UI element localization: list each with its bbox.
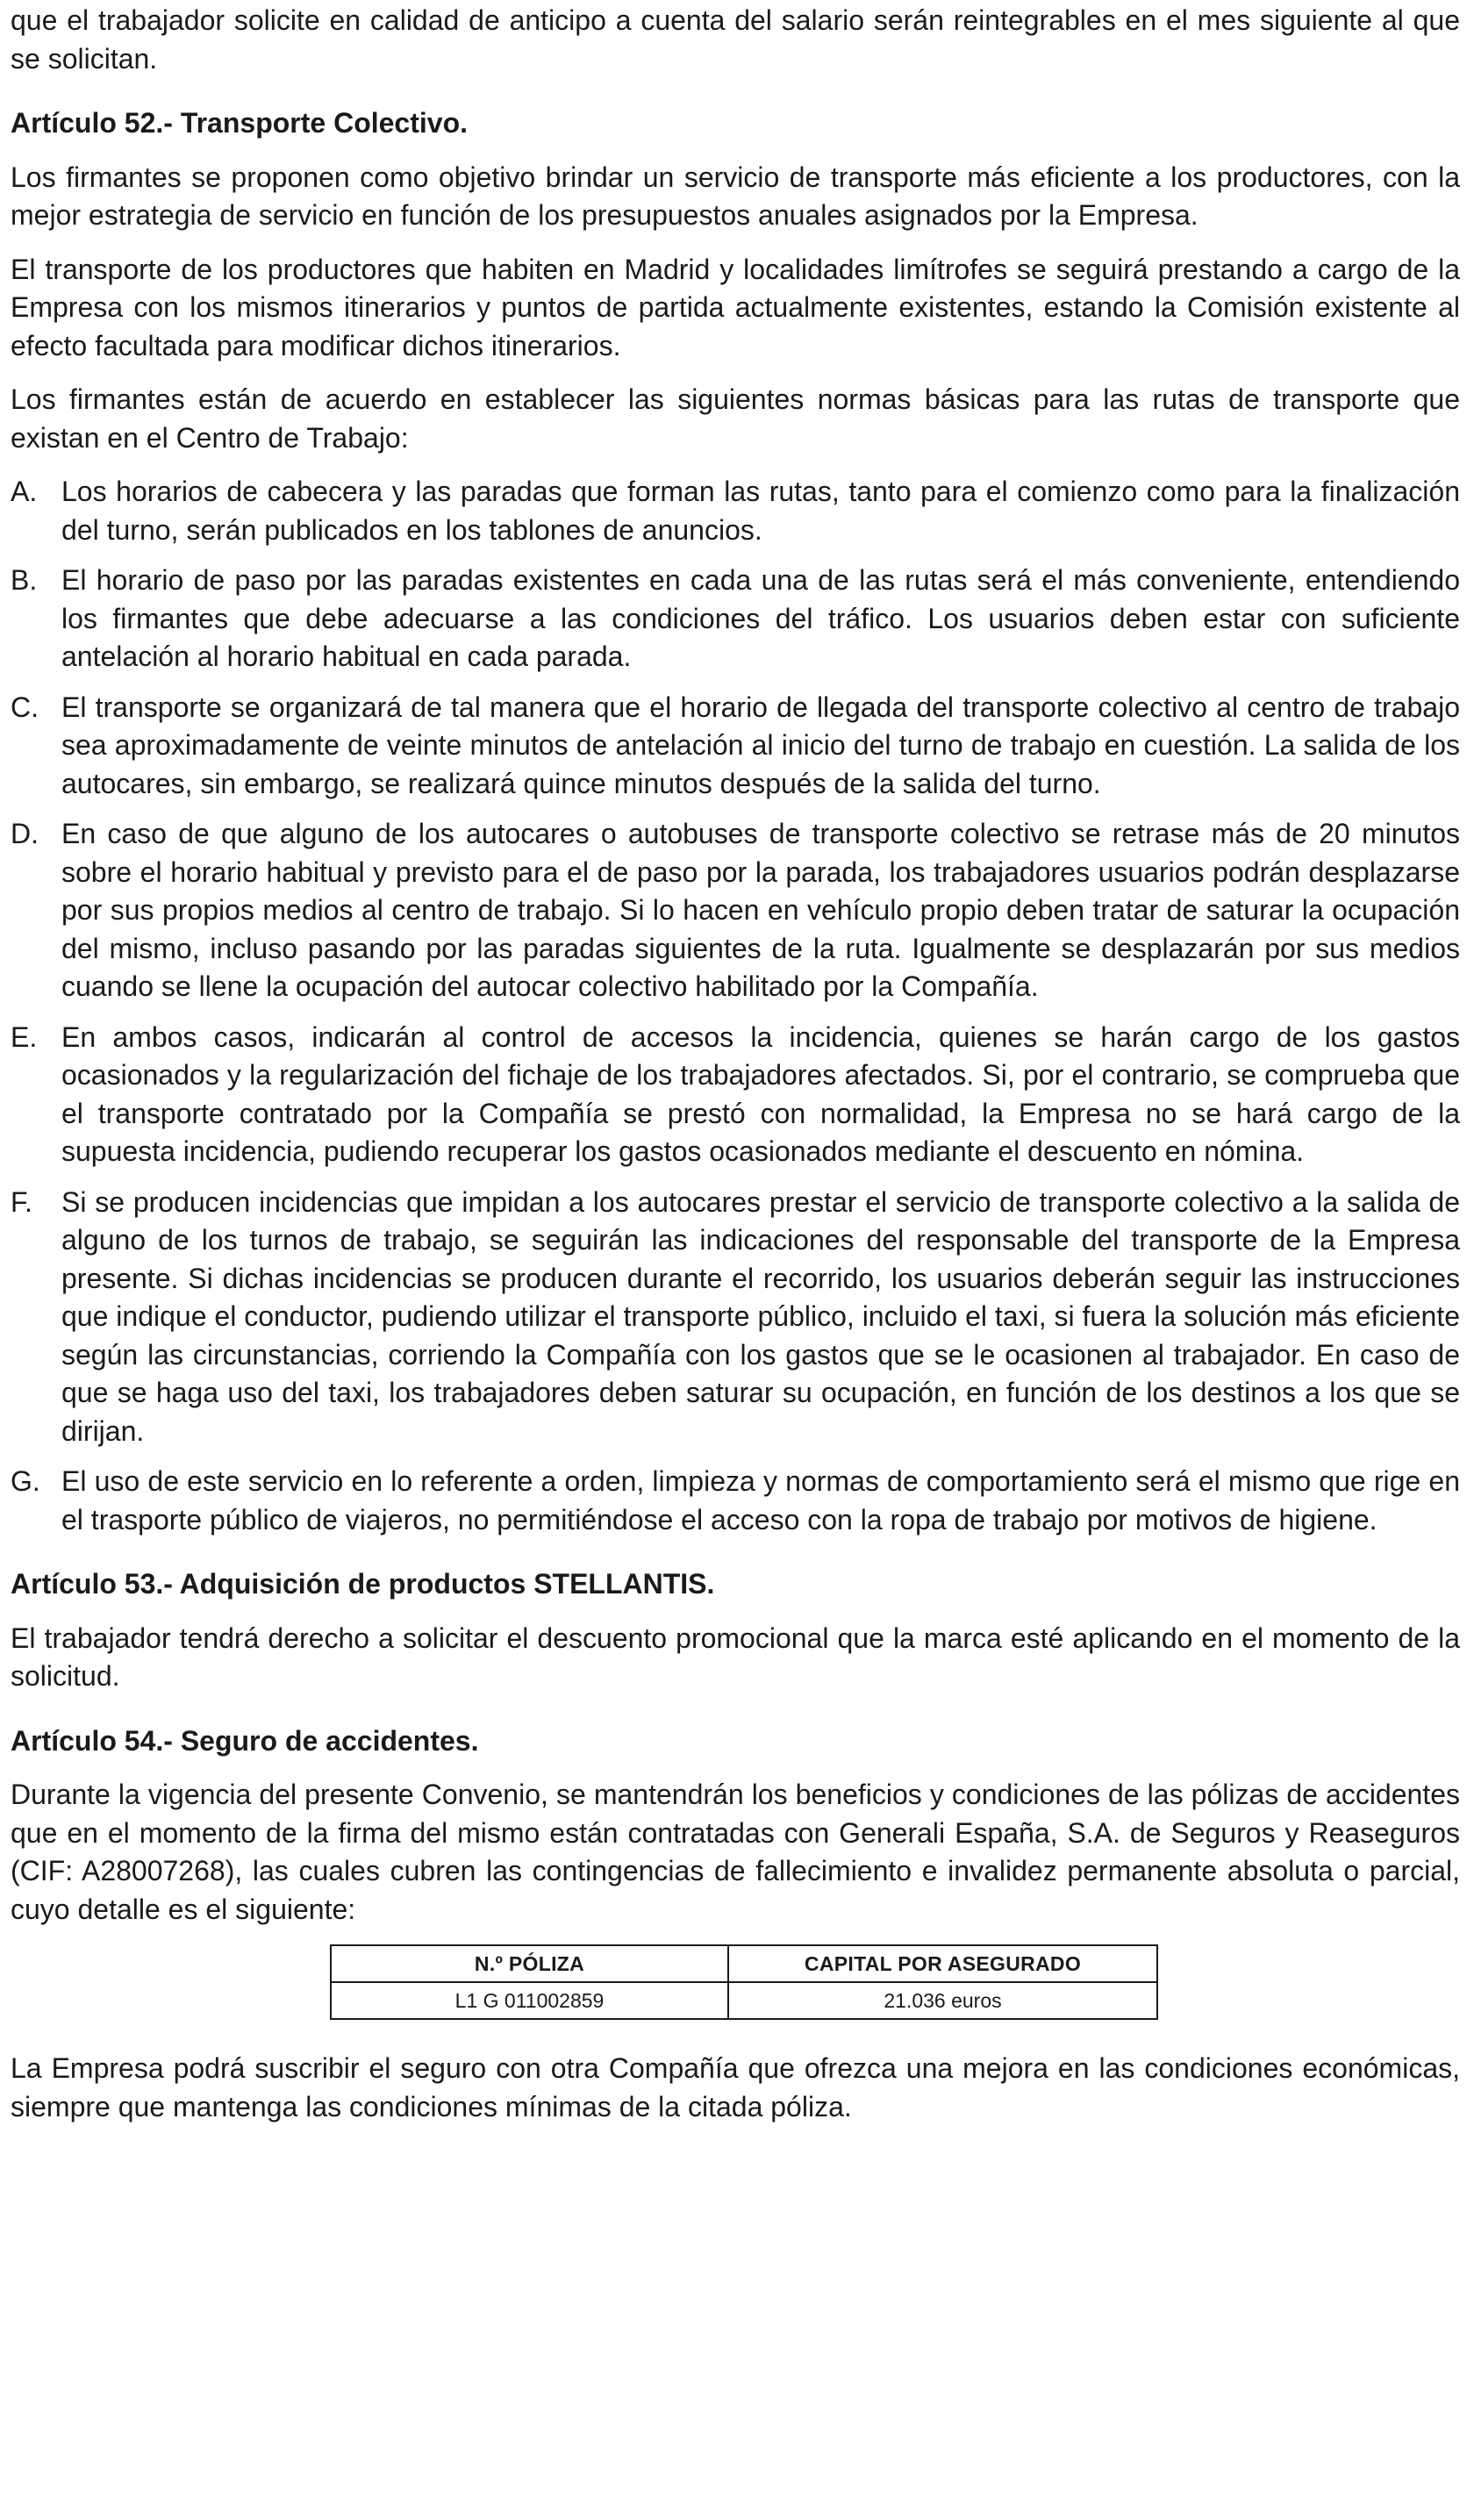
column-header-policy-number: N.º PÓLIZA xyxy=(331,1945,728,1982)
transport-rules-list xyxy=(11,473,1460,1539)
list-item-text: En ambos casos, indicarán al control de accesos la incidencia, quienes se harán cargo de los gastos ocasionados y la regularización del fichaje de los trabajadores afectados. Si, por el contrario, se comprueba que el transporte contratado por la Compañía se prestó con normalidad, la Empresa no se hará cargo de la supuesta incidencia, pudiendo recuperar los gastos ocasionados mediante el descuento en nómina. xyxy=(61,1020,1460,1167)
list-item-text: El uso de este servicio en lo referente a orden, limpieza y normas de comportamiento será el mismo que rige en el trasporte público de viajeros, no permitiéndose el acceso con la ropa de trabajo por motivos de higiene. xyxy=(61,1465,1460,1536)
list-item-letter: B. xyxy=(11,564,38,596)
article-54-paragraph-2: La Empresa podrá suscribir el seguro con otra Compañía que ofrezca una mejora en las condiciones económicas, siempre que mantenga las condiciones mínimas de la citada póliza. xyxy=(11,2052,1460,2123)
list-item-text: En caso de que alguno de los autocares o autobuses de transporte colectivo se retrase más de 20 minutos sobre el horario habitual y previsto para el de paso por la parada, los trabajadores usuarios podrán desplazarse por sus propios medios al centro de trabajo. Si lo hacen en vehículo propio deben tratar de saturar la ocupación del mismo, incluso pasando por las paradas siguientes de la ruta. Igualmente se desplazarán por sus medios cuando se llene la ocupación del autocar colectivo habilitado por la Compañía. xyxy=(61,818,1460,1002)
list-item xyxy=(11,1184,1460,1451)
list-item-letter: C. xyxy=(11,691,39,723)
list-item-text: Si se producen incidencias que impidan a los autocares prestar el servicio de transporte colectivo a la salida de alguno de los turnos de trabajo, se seguirán las indicaciones del responsable del transporte de la Empresa presente. Si dichas incidencias se producen durante el recorrido, los usuarios deberán seguir las instrucciones que indique el conductor, pudiendo utilizar el transporte público, incluido el taxi, si fuera la solución más eficiente según las circunstancias, corriendo la Compañía con los gastos que se le ocasionen al trabajador. En caso de que se haga uso del taxi, los trabajadores deben saturar su ocupación, en función de los destinos a los que se dirijan. xyxy=(61,1185,1460,1447)
list-item-text: El transporte se organizará de tal manera que el horario de llegada del transporte colectivo al centro de trabajo sea aproximadamente de veinte minutos de antelación al inicio del turno de trabajo en cuestión. La salida de los autocares, sin embargo, se realizará quince minutos después de la salida del turno. xyxy=(61,691,1460,799)
list-item-text: El horario de paso por las paradas existentes en cada una de las rutas será el más conveniente, entendiendo los firmantes que debe adecuarse a las condiciones del tráfico. Los usuarios deben estar con suficiente antelación al horario habitual en cada parada. xyxy=(61,564,1460,672)
policy-table-wrapper xyxy=(11,1944,1460,2020)
intro-paragraph: que el trabajador solicite en calidad de anticipo a cuenta del salario serán reintegrables en el mes siguiente al que se solicitan. xyxy=(11,4,1460,75)
article-52-heading: Artículo 52.- Transporte Colectivo. xyxy=(11,107,468,139)
list-item xyxy=(11,1019,1460,1171)
list-item xyxy=(11,689,1460,804)
article-53-paragraph: El trabajador tendrá derecho a solicitar el descuento promocional que la marca esté aplicando en el momento de la solicitud. xyxy=(11,1622,1460,1692)
cell-policy-number: L1 G 011002859 xyxy=(331,1982,728,2019)
policy-table xyxy=(330,1944,1158,2020)
list-item-text: Los horarios de cabecera y las paradas que forman las rutas, tanto para el comienzo como para la finalización del turno, serán publicados en los tablones de anuncios. xyxy=(61,476,1460,546)
table-row xyxy=(331,1982,1157,2019)
list-item-letter: D. xyxy=(11,818,39,849)
list-item-letter: E. xyxy=(11,1020,38,1053)
article-52-paragraph-3: Los firmantes están de acuerdo en establecer las siguientes normas básicas para las rutas de transporte que existan en el Centro de Trabajo: xyxy=(11,383,1460,454)
article-52-paragraph-2: El transporte de los productores que habiten en Madrid y localidades limítrofes se seguirá prestando a cargo de la Empresa con los mismos itinerarios y puntos de partida actualmente existentes, estando la Comisión existente al efecto facultada para modificar dichos itinerarios. xyxy=(11,253,1460,362)
list-item xyxy=(11,562,1460,677)
article-54-heading: Artículo 54.- Seguro de accidentes. xyxy=(11,1724,479,1757)
table-header-row xyxy=(331,1945,1157,1982)
article-53-heading: Artículo 53.- Adquisición de productos STELLANTIS. xyxy=(11,1568,715,1600)
cell-capital: 21.036 euros xyxy=(728,1982,1157,2019)
list-item xyxy=(11,1463,1460,1539)
article-52-paragraph-1: Los firmantes se proponen como objetivo brindar un servicio de transporte más eficiente a los productores, con la mejor estrategia de servicio en función de los presupuestos anuales asignados por la Empresa. xyxy=(11,161,1460,231)
list-item-letter: A. xyxy=(11,476,38,507)
list-item xyxy=(11,815,1460,1006)
list-item-letter: F. xyxy=(11,1185,32,1218)
column-header-capital: CAPITAL POR ASEGURADO xyxy=(728,1945,1157,1982)
list-item-letter: G. xyxy=(11,1465,40,1497)
list-item xyxy=(11,473,1460,549)
article-54-paragraph-1: Durante la vigencia del presente Convenio, se mantendrán los beneficios y condiciones de las pólizas de accidentes que en el momento de la firma del mismo están contratadas con Generali España, S.A. de Seguros y Reaseguros (CIF: A28007268), las cuales cubren las contingencias de fallecimiento e invalidez permanente absoluta o parcial, cuyo detalle es el siguiente: xyxy=(11,1779,1460,1925)
